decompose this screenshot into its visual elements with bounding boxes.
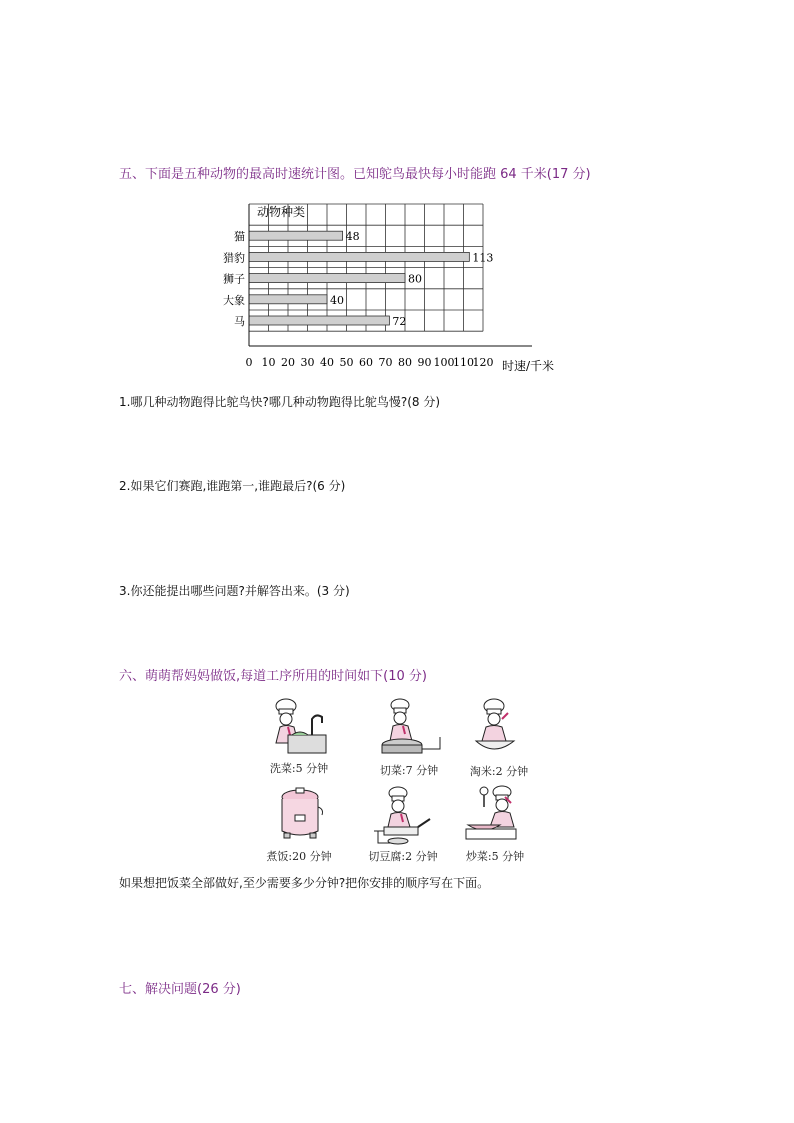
chef-washing-vegetables-icon	[266, 697, 332, 759]
section-6-question: 如果想把饭菜全部做好,至少需要多少分钟?把你安排的顺序写在下面。	[119, 876, 490, 890]
rice-cooker-icon	[276, 787, 328, 843]
category-label: 狮子	[223, 272, 245, 286]
bar-3	[249, 274, 405, 283]
animal-speed-chart	[222, 200, 567, 378]
bar-value-label: 72	[392, 315, 407, 328]
chart-bars	[249, 231, 469, 325]
step-label-stir-fry: 炒菜:5 分钟	[465, 850, 525, 863]
x-tick-label: 50	[339, 356, 354, 369]
bar-value-label: 80	[408, 272, 422, 286]
bar-value-label: 40	[330, 293, 344, 307]
chef-washing-rice-icon	[466, 697, 532, 759]
x-tick-label: 70	[378, 356, 393, 369]
step-label-cook-rice: 煮饭:20 分钟	[266, 850, 332, 863]
x-tick-label: 40	[320, 356, 334, 369]
section-7-heading: 七、解决问题(26 分)	[119, 982, 241, 997]
section-5-heading: 五、下面是五种动物的最高时速统计图。已知鸵鸟最快每小时能跑 64 千米(17 分)	[119, 167, 591, 182]
chart-tick-labels	[246, 356, 494, 369]
category-label: 马	[234, 315, 245, 328]
question-2: 2.如果它们赛跑,谁跑第一,谁跑最后?(6 分)	[119, 479, 346, 493]
x-tick-label: 30	[300, 356, 315, 369]
bar-2	[249, 252, 469, 261]
category-label: 猎豹	[223, 251, 245, 265]
y-axis-label: 动物种类	[257, 205, 306, 219]
x-tick-label: 100	[433, 356, 455, 369]
step-label-cut-vegetables: 切菜:7 分钟	[379, 764, 439, 777]
x-tick-label: 110	[453, 356, 474, 369]
x-tick-label: 80	[398, 356, 412, 369]
bar-4	[249, 295, 327, 304]
bar-1	[249, 231, 343, 240]
bar-5	[249, 316, 389, 325]
chart-grid	[249, 204, 483, 331]
x-tick-label: 10	[261, 356, 276, 369]
x-tick-label: 120	[472, 356, 494, 369]
question-1: 1.哪几种动物跑得比鸵鸟快?哪几种动物跑得比鸵鸟慢?(8 分)	[119, 395, 441, 409]
step-label-wash-rice: 淘米:2 分钟	[469, 765, 529, 778]
x-axis-label: 时速/千米	[502, 359, 555, 373]
chef-cutting-tofu-icon	[370, 785, 436, 847]
x-tick-label: 0	[245, 356, 253, 369]
x-tick-label: 90	[417, 356, 432, 369]
step-label-cut-tofu: 切豆腐:2 分钟	[368, 850, 438, 863]
section-6-heading: 六、萌萌帮妈妈做饭,每道工序所用的时间如下(10 分)	[119, 669, 427, 684]
question-3: 3.你还能提出哪些问题?并解答出来。(3 分)	[119, 584, 350, 598]
chef-stir-frying-icon	[462, 783, 528, 845]
step-label-wash-vegetables: 洗菜:5 分钟	[269, 762, 329, 775]
bar-value-label: 113	[472, 251, 494, 265]
x-tick-label: 20	[281, 356, 295, 369]
x-tick-label: 60	[359, 356, 373, 369]
category-label: 猫	[234, 230, 245, 244]
chart-category-labels	[223, 229, 245, 328]
bar-value-label: 48	[345, 230, 360, 244]
chef-cutting-vegetables-icon	[376, 697, 442, 759]
category-label: 大象	[223, 293, 245, 307]
